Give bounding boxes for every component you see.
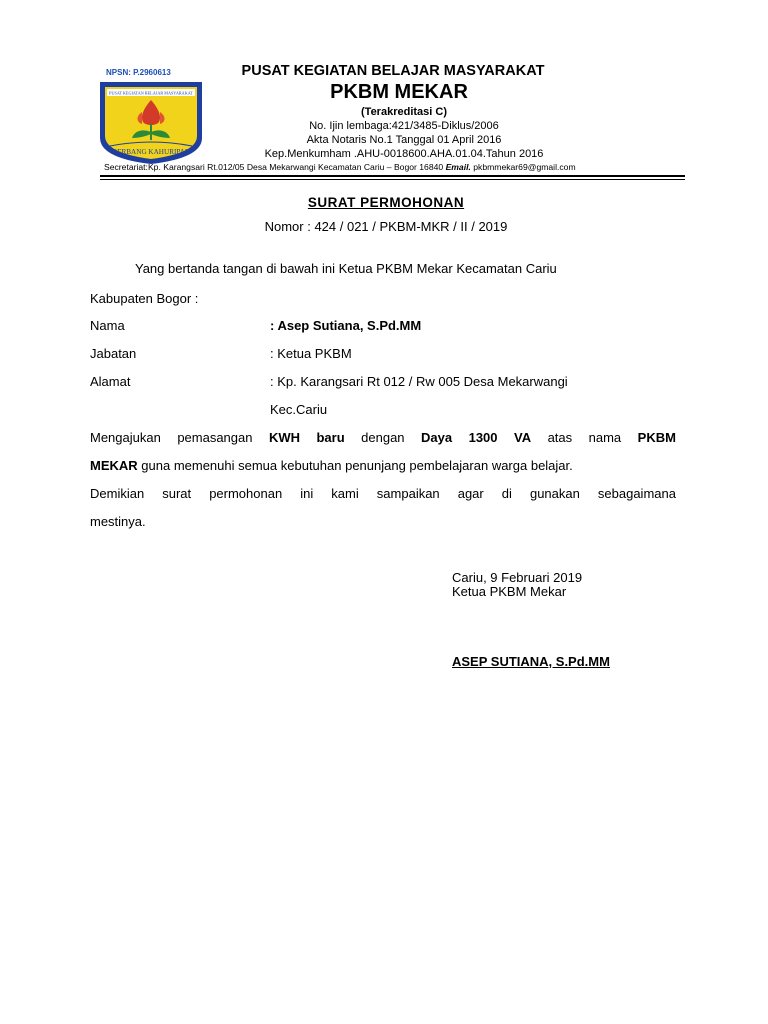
- nama-label: Nama: [90, 318, 125, 333]
- p1-word: dengan: [361, 430, 405, 445]
- email-label: Email.: [445, 162, 471, 172]
- p2-word: gunakan: [529, 486, 580, 501]
- p1-power: Daya 1300 VA: [421, 430, 532, 445]
- alamat-value: : Kp. Karangsari Rt 012 / Rw 005 Desa Mekarwangi: [270, 374, 568, 389]
- p1-word: nama: [588, 430, 622, 445]
- p1-org: PKBM: [637, 430, 676, 445]
- address-text: Secretariat:Kp. Karangsari Rt.012/05 Desa Mekarwangi Kecamatan Cariu – Bogor 16840: [104, 162, 444, 172]
- p1-word: pemasangan: [177, 430, 253, 445]
- logo-bottom-text: GERBANG KAHURIPAN: [111, 148, 191, 156]
- logo-top-text: PUSAT KEGIATAN BELAJAR MASYARAKAT: [109, 90, 193, 96]
- closing-paragraph-line-1: [90, 486, 676, 501]
- request-paragraph-line-1: [90, 430, 676, 445]
- header-divider-thin: [100, 179, 685, 180]
- p2-word: sebagaimana: [597, 486, 676, 501]
- request-paragraph-line-2: [90, 458, 573, 473]
- closing-paragraph-line-2: mestinya.: [90, 514, 146, 529]
- alamat-label: Alamat: [90, 374, 131, 389]
- notary-deed: Akta Notaris No.1 Tanggal 01 April 2016: [306, 134, 502, 146]
- jabatan-label: Jabatan: [90, 346, 137, 361]
- p2-word: Demikian: [90, 486, 145, 501]
- license-number: No. Ijin lembaga:421/3485-Diklus/2006: [309, 120, 499, 132]
- p2-word: agar: [457, 486, 484, 501]
- org-line: PUSAT KEGIATAN BELAJAR MASYARAKAT: [241, 63, 545, 79]
- letter-title: SURAT PERMOHONAN: [307, 195, 465, 210]
- p2-word: ini: [300, 486, 314, 501]
- letter-number: Nomor : 424 / 021 / PKBM-MKR / II / 2019: [264, 219, 508, 234]
- p1-rest: guna memenuhi semua kebutuhan penunjang pembelajaran warga belajar.: [137, 458, 573, 473]
- p1-kwh: KWH baru: [268, 430, 345, 445]
- accreditation: (Terakreditasi C): [361, 106, 447, 118]
- ministry-decree: Kep.Menkumham .AHU-0018600.AHA.01.04.Tahun 2016: [264, 148, 544, 160]
- p2-word: di: [501, 486, 512, 501]
- intro-line-1: Yang bertanda tangan di bawah ini Ketua PKBM Mekar Kecamatan Cariu: [135, 261, 557, 276]
- intro-line-2: Kabupaten Bogor :: [90, 291, 199, 306]
- signatory-position: Ketua PKBM Mekar: [452, 584, 567, 599]
- secretariat-address: [104, 162, 576, 172]
- p1-word: atas: [547, 430, 573, 445]
- p1-word: Mengajukan: [90, 430, 161, 445]
- alamat-value-continued: Kec.Cariu: [270, 402, 328, 417]
- p2-word: kami: [331, 486, 359, 501]
- signatory-name: ASEP SUTIANA, S.Pd.MM: [452, 654, 610, 669]
- p2-word: sampaikan: [376, 486, 440, 501]
- p2-word: surat: [162, 486, 192, 501]
- npsn-number: NPSN: P.2960613: [106, 68, 171, 77]
- nama-value: : Asep Sutiana, S.Pd.MM: [270, 318, 422, 333]
- org-name: PKBM MEKAR: [330, 81, 468, 103]
- p2-word: permohonan: [209, 486, 283, 501]
- email-address[interactable]: pkbmmekar69@gmail.com: [473, 162, 576, 172]
- header-divider-thick: [100, 175, 685, 177]
- p1-org-cont: MEKAR: [90, 458, 138, 473]
- jabatan-value: : Ketua PKBM: [270, 346, 352, 361]
- place-date: Cariu, 9 Februari 2019: [452, 570, 583, 585]
